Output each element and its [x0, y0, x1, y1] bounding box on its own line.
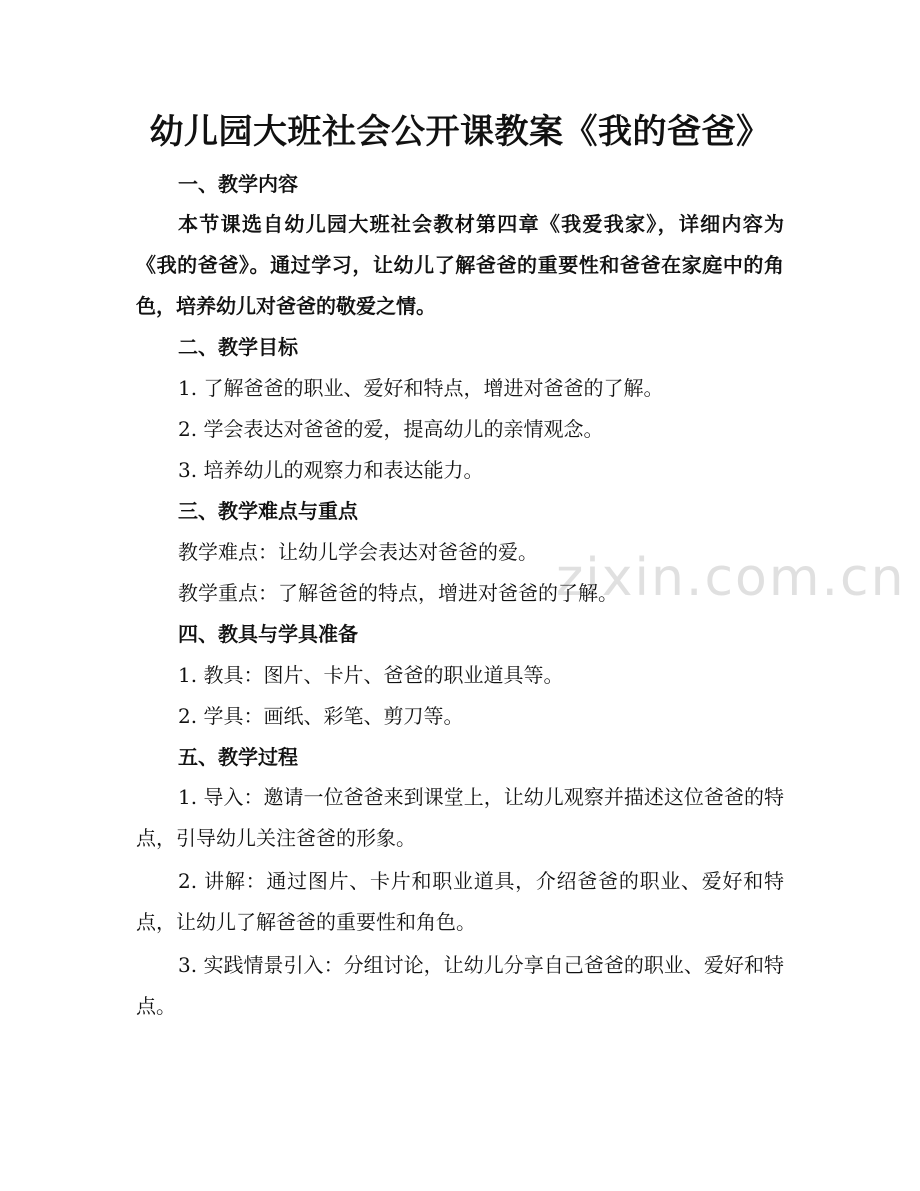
keypoint-item: 教学重点：了解爸爸的特点，增进对爸爸的了解。: [178, 581, 618, 605]
section-heading-content: 一、教学内容: [178, 172, 298, 196]
document-body: [136, 170, 784, 1029]
process-paragraph: 2. 讲解：通过图片、卡片和职业道具，介绍爸爸的职业、爱好和特点，让幼儿了解爸爸的重要性和角色。: [136, 869, 784, 934]
goal-item: 1. 了解爸爸的职业、爱好和特点，增进对爸爸的了解。: [178, 376, 664, 400]
section-heading-process: 五、教学过程: [178, 745, 298, 769]
process-paragraph: 1. 导入：邀请一位爸爸来到课堂上，让幼儿观察并描述这位爸爸的特点，引导幼儿关注爸爸的形象。: [136, 785, 784, 850]
section-heading-keypoints: 三、教学难点与重点: [178, 499, 358, 523]
goal-item: 2. 学会表达对爸爸的爱，提高幼儿的亲情观念。: [178, 417, 604, 441]
section-paragraph-content: 本节课选自幼儿园大班社会教材第四章《我爱我家》，详细内容为《我的爸爸》。通过学习，让幼儿了解爸爸的重要性和爸爸在家庭中的角色，培养幼儿对爸爸的敬爱之情。: [136, 212, 784, 318]
watermark: zixin.com.cn: [556, 548, 906, 608]
process-paragraph: 3. 实践情景引入：分组讨论，让幼儿分享自己爸爸的职业、爱好和特点。: [136, 953, 784, 1018]
material-item: 1. 教具：图片、卡片、爸爸的职业道具等。: [178, 663, 564, 687]
goal-item: 3. 培养幼儿的观察力和表达能力。: [178, 458, 484, 482]
section-heading-goals: 二、教学目标: [178, 335, 298, 359]
section-heading-materials: 四、教具与学具准备: [178, 622, 358, 646]
document-title: 幼儿园大班社会公开课教案《我的爸爸》: [149, 112, 771, 152]
keypoint-item: 教学难点：让幼儿学会表达对爸爸的爱。: [178, 540, 538, 564]
material-item: 2. 学具：画纸、彩笔、剪刀等。: [178, 704, 464, 728]
